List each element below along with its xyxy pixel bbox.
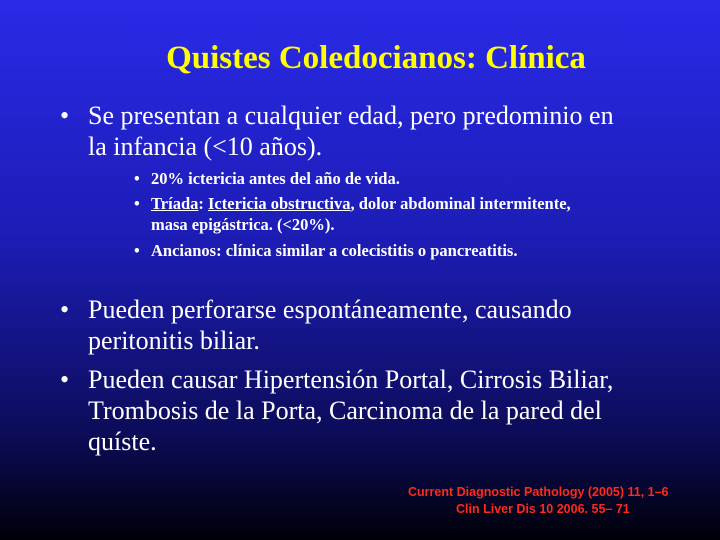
bullet-line: peritonitis biliar. bbox=[88, 326, 260, 355]
sub-bullet-item bbox=[134, 193, 571, 235]
sub-bullet-item bbox=[134, 168, 400, 189]
bullet-line: Trombosis de la Porta, Carcinoma de la pared del bbox=[88, 396, 602, 425]
bullet-line: la infancia (<10 años). bbox=[88, 132, 323, 161]
triad-label: Tríada bbox=[151, 194, 199, 213]
bullet-item bbox=[60, 100, 614, 162]
sub-bullet-line: masa epigástrica. (<20%). bbox=[151, 215, 335, 234]
sub-bullet-item bbox=[134, 240, 517, 261]
citation: Current Diagnostic Pathology (2005) 11, 1–6 bbox=[408, 485, 669, 499]
citation: Clin Liver Dis 10 2006. 55– 71 bbox=[456, 502, 630, 516]
sub-bullet-marker: • bbox=[134, 194, 140, 213]
triad-separator: : bbox=[198, 194, 208, 213]
bullet-item bbox=[60, 294, 572, 356]
bullet-marker: • bbox=[60, 101, 70, 130]
bullet-line: quíste. bbox=[88, 427, 157, 456]
slide-title: Quistes Coledocianos: Clínica bbox=[166, 40, 586, 76]
bullet-marker: • bbox=[60, 295, 70, 324]
triad-rest: , dolor abdominal intermitente, bbox=[350, 194, 571, 213]
bullet-line: Se presentan a cualquier edad, pero predominio en bbox=[88, 101, 614, 130]
bullet-item bbox=[60, 364, 613, 457]
sub-bullet-marker: • bbox=[134, 241, 140, 260]
bullet-marker: • bbox=[60, 365, 70, 394]
bullet-line: Pueden causar Hipertensión Portal, Cirrosis Biliar, bbox=[88, 365, 614, 394]
bullet-line: Pueden perforarse espontáneamente, causando bbox=[88, 295, 572, 324]
triad-highlight: Ictericia obstructiva bbox=[208, 194, 351, 213]
sub-bullet-text: Ancianos: clínica similar a colecistitis o pancreatitis. bbox=[151, 241, 518, 260]
sub-bullet-marker: • bbox=[134, 169, 140, 188]
sub-bullet-text: 20% ictericia antes del año de vida. bbox=[151, 169, 400, 188]
sub-bullet-line bbox=[151, 193, 571, 214]
